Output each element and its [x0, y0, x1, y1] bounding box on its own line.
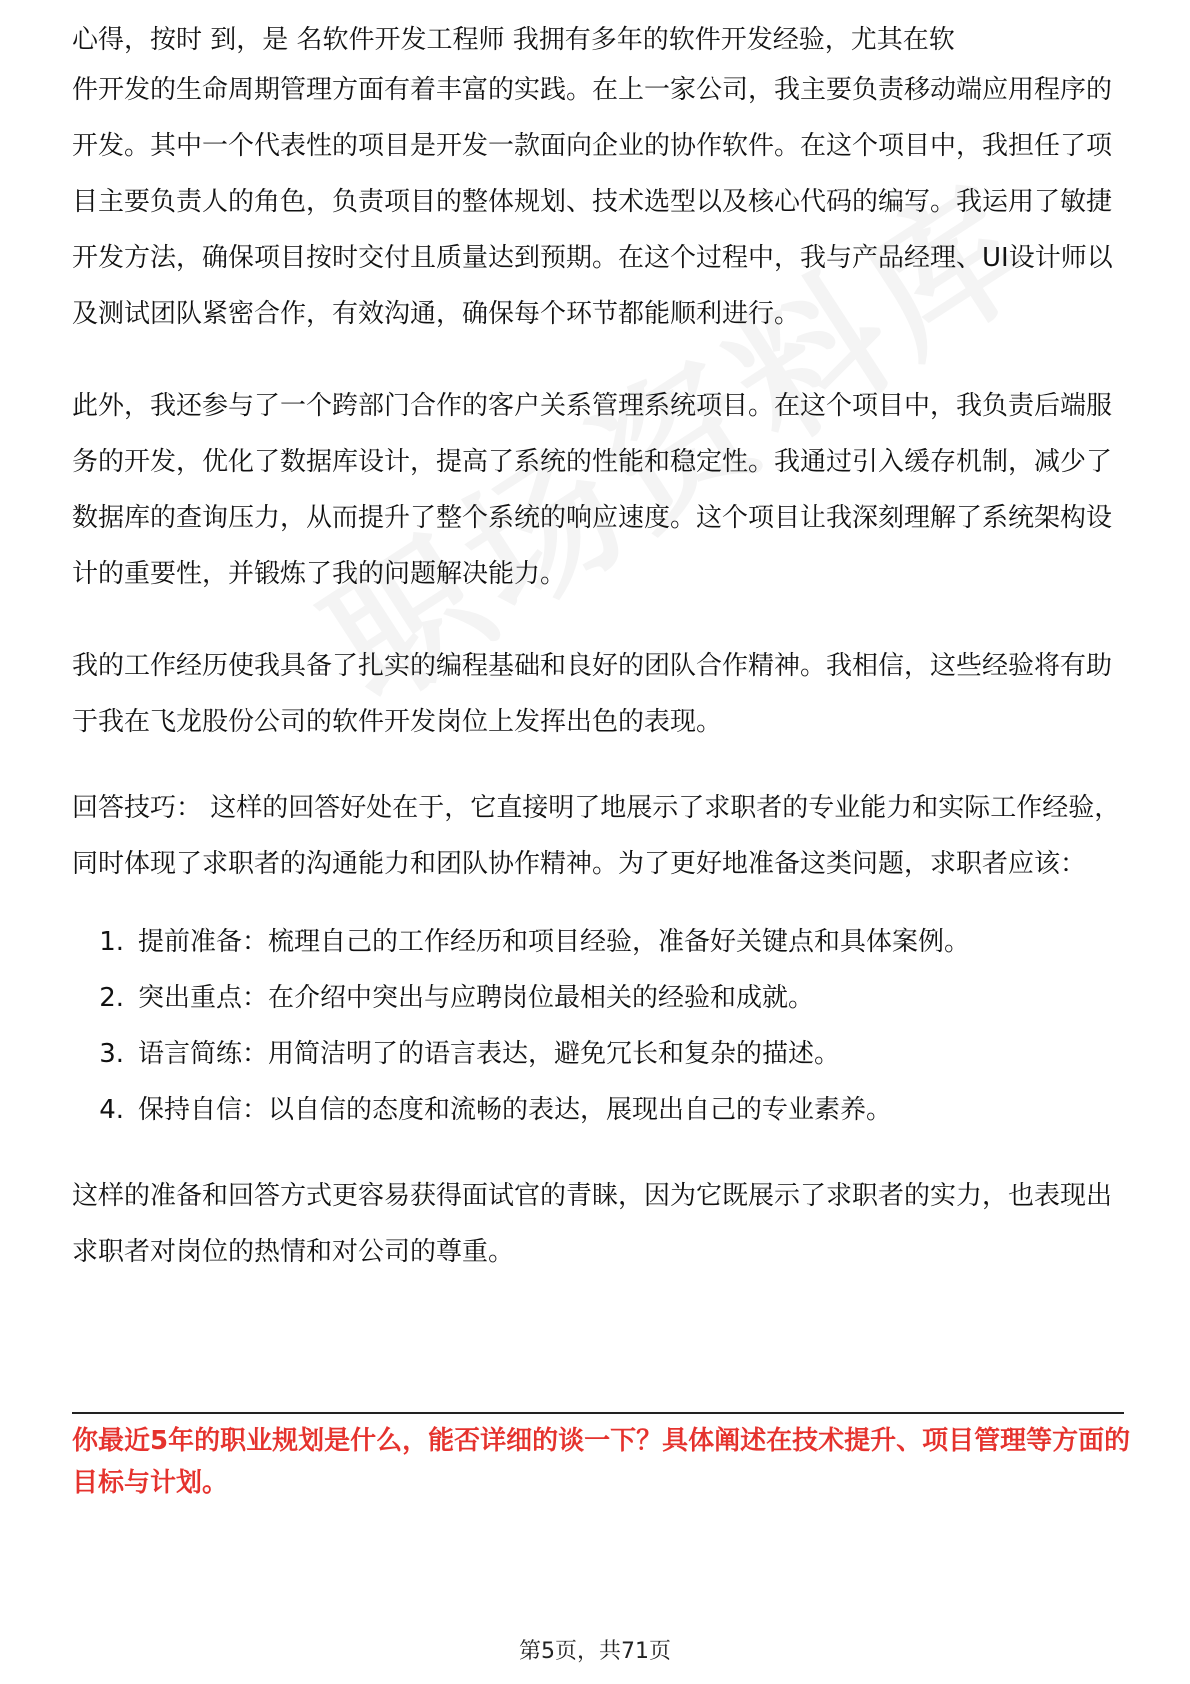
list-item	[72, 970, 1122, 1026]
list-number: 4.	[99, 1095, 124, 1125]
list-item	[72, 1026, 1122, 1082]
top-partial-line: 心得，按时 到，是 名软件开发工程师 我拥有多年的软件开发经验，尤其在软	[72, 25, 955, 55]
list-number: 3.	[99, 1039, 124, 1069]
page-number: 第5页，共71页	[519, 1639, 671, 1664]
paragraph-closing: 这样的准备和回答方式更容易获得面试官的青睐，因为它既展示了求职者的实力，也表现出求职者对岗位的热情和对公司的尊重。	[72, 1181, 1113, 1267]
list-number: 2.	[99, 983, 124, 1013]
paragraph-answer-tips: 回答技巧： 这样的回答好处在于，它直接明了地展示了求职者的专业能力和实际工作经验，同时体现了求职者的沟通能力和团队协作精神。为了更好地准备这类问题，求职者应该：	[72, 793, 1121, 879]
list-item	[72, 914, 1122, 970]
paragraph-crm-project: 此外，我还参与了一个跨部门合作的客户关系管理系统项目。在这个项目中，我负责后端服务的开发，优化了数据库设计，提高了系统的性能和稳定性。我通过引入缓存机制，减少了数据库的查询压力，从而提升了整个系统的响应速度。这个项目让我深刻理解了系统架构设计的重要性，并锻炼了我的问题解决能力。	[72, 391, 1113, 589]
list-text: 语言简练：用简洁明了的语言表达，避免冗长和复杂的描述。	[138, 1039, 841, 1069]
section-divider	[72, 1412, 1124, 1414]
interview-question: 你最近5年的职业规划是什么，能否详细的谈一下？具体阐述在技术提升、项目管理等方面的目标与计划。	[72, 1426, 1131, 1498]
list-number: 1.	[99, 927, 124, 957]
tips-list	[72, 914, 1122, 1138]
list-text: 提前准备：梳理自己的工作经历和项目经验，准备好关键点和具体案例。	[138, 927, 971, 957]
paragraph-summary: 我的工作经历使我具备了扎实的编程基础和良好的团队合作精神。我相信，这些经验将有助于我在飞龙股份公司的软件开发岗位上发挥出色的表现。	[72, 651, 1113, 737]
list-text: 突出重点：在介绍中突出与应聘岗位最相关的经验和成就。	[138, 983, 815, 1013]
list-text: 保持自信：以自信的态度和流畅的表达，展现出自己的专业素养。	[138, 1095, 893, 1125]
answer-body	[72, 25, 1122, 1280]
paragraph-work-experience: 件开发的生命周期管理方面有着丰富的实践。在上一家公司，我主要负责移动端应用程序的开发。其中一个代表性的项目是开发一款面向企业的协作软件。在这个项目中，我担任了项目主要负责人的角色，负责项目的整体规划、技术选型以及核心代码的编写。我运用了敏捷开发方法，确保项目按时交付且质量达到预期。在这个过程中，我与产品经理、UI设计师以及测试团队紧密合作，有效沟通，确保每个环节都能顺利进行。	[72, 75, 1113, 329]
list-item	[72, 1082, 1122, 1138]
